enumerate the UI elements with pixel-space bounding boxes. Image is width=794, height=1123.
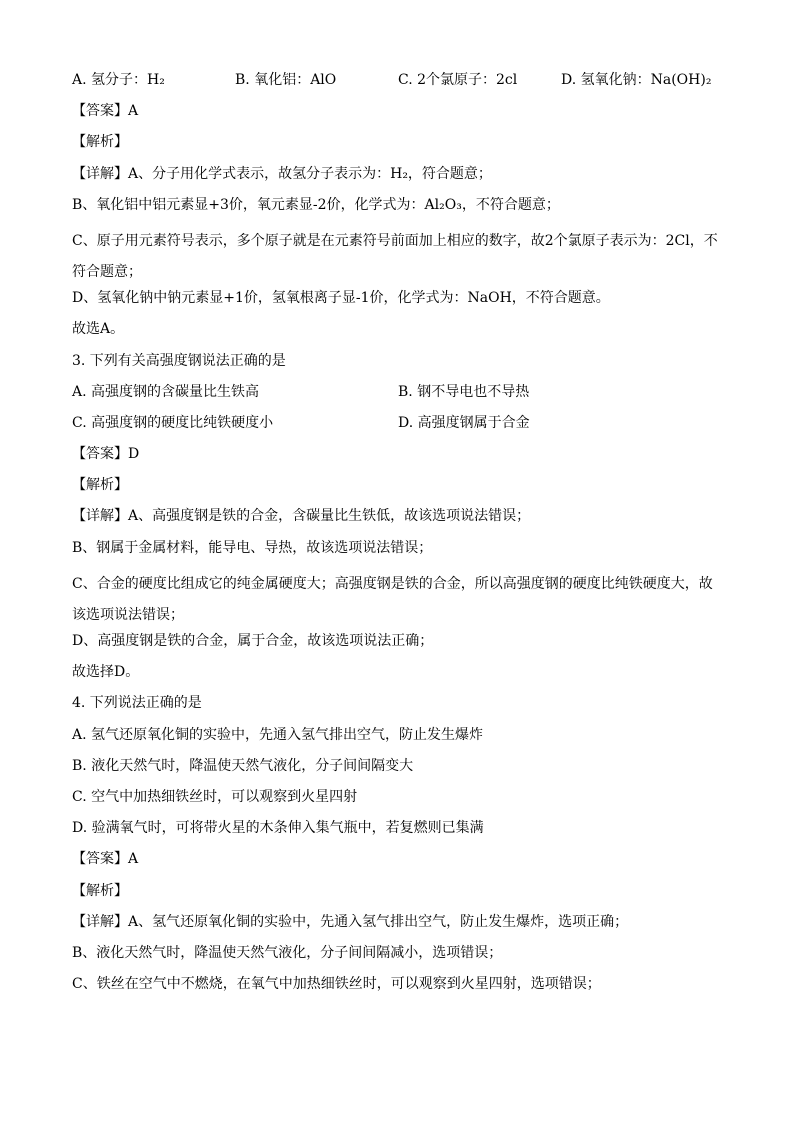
- q3-detail-line: B、钢属于金属材料，能导电、导热，故该选项说法错误；: [72, 539, 433, 556]
- q4-answer: 【答案】A: [72, 851, 139, 868]
- q3-options-row-1: [72, 382, 724, 402]
- q3-option-c: C. 高强度钢的硬度比纯铁硬度小: [72, 414, 274, 431]
- q4-stem: 4. 下列说法正确的是: [72, 695, 202, 712]
- q2-detail-line: D、氢氧化钠中钠元素显+1价，氢氧根离子显-1价，化学式为：NaOH，不符合题意。: [72, 290, 610, 307]
- q3-option-a: A. 高强度钢的含碳量比生铁高: [72, 383, 260, 400]
- q3-options-row-2: [72, 413, 724, 433]
- q2-conclusion: 故选A。: [72, 321, 125, 338]
- q3-stem: 3. 下列有关高强度钢说法正确的是: [72, 352, 286, 369]
- q2-detail-line: 【详解】A、分子用化学式表示，故氢分子表示为：H₂，符合题意；: [72, 165, 492, 182]
- q3-detail-line: D、高强度钢是铁的合金，属于合金，故该选项说法正确；: [72, 633, 434, 649]
- q2-option-a: A. 氢分子：H₂: [72, 72, 165, 88]
- q2-options: [72, 70, 724, 90]
- q4-option-a: A. 氢气还原氧化铜的实验中，先通入氢气排出空气，防止发生爆炸: [72, 726, 484, 743]
- q4-analysis-label: 【解析】: [72, 882, 128, 899]
- q2-option-b: B. 氧化铝：AlO: [235, 72, 337, 88]
- q2-option-d: D. 氢氧化钠：Na(OH)₂: [561, 72, 712, 88]
- q2-answer: 【答案】A: [72, 103, 139, 120]
- q4-option-b: B. 液化天然气时，降温使天然气液化，分子间间隔变大: [72, 757, 414, 774]
- q3-detail-line: 【详解】A、高强度钢是铁的合金，含碳量比生铁低，故该选项说法错误；: [72, 508, 531, 525]
- q2-option-c: C. 2个氯原子：2cl: [398, 72, 518, 88]
- q4-detail-line: 【详解】A、氢气还原氧化铜的实验中，先通入氢气排出空气，防止发生爆炸，选项正确；: [72, 913, 629, 930]
- q4-option-d: D. 验满氧气时，可将带火星的木条伸入集气瓶中，若复燃则已集满: [72, 820, 484, 837]
- q4-detail-line: C、铁丝在空气中不燃烧，在氧气中加热细铁丝时，可以观察到火星四射，选项错误；: [72, 976, 601, 993]
- q4-detail-line: B、液化天然气时，降温使天然气液化，分子间间隔减小，选项错误；: [72, 944, 503, 961]
- q4-option-c: C. 空气中加热细铁丝时，可以观察到火星四射: [72, 788, 358, 805]
- q3-conclusion: 故选择D。: [72, 664, 140, 681]
- q3-detail-line: C、合金的硬度比组成它的纯金属硬度大；高强度钢是铁的合金，所以高强度钢的硬度比纯铁硬度大，故该选项说法错误；: [72, 575, 713, 623]
- q2-detail-line: B、氧化铝中铝元素显+3价，氧元素显-2价，化学式为：Al₂O₃，不符合题意；: [72, 196, 560, 213]
- q2-detail-line: C、原子用元素符号表示，多个原子就是在元素符号前面加上相应的数字，故2个氯原子表示为：2Cl，不符合题意；: [72, 232, 718, 280]
- q3-analysis-label: 【解析】: [72, 477, 128, 494]
- q3-answer: 【答案】D: [72, 446, 140, 463]
- q3-option-d: D. 高强度钢属于合金: [398, 414, 530, 431]
- q2-analysis-label: 【解析】: [72, 134, 128, 151]
- q3-option-b: B. 钢不导电也不导热: [398, 383, 530, 400]
